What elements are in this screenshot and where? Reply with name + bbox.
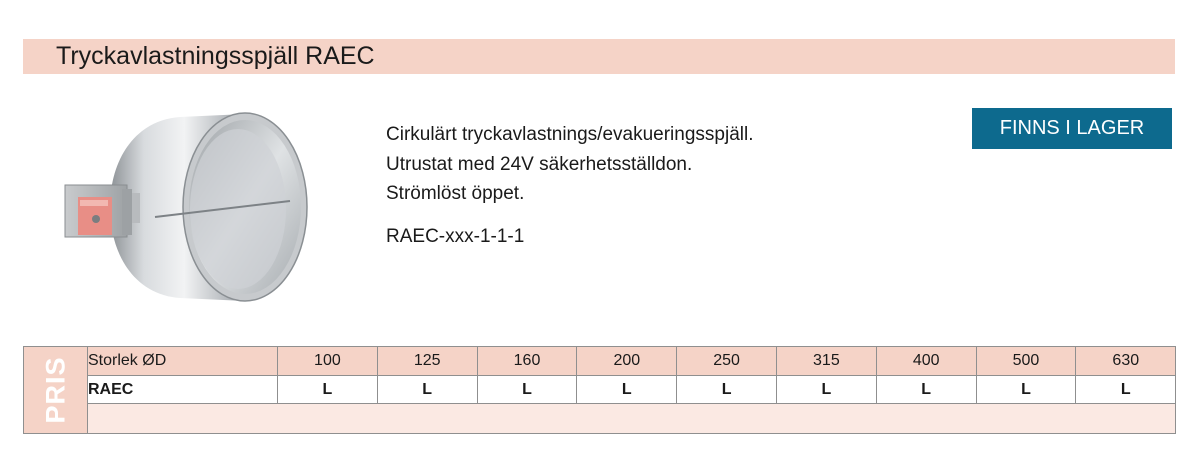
price-side-label: [24, 347, 88, 434]
size-header-cell: 200: [577, 347, 677, 376]
empty-cell: [88, 404, 1176, 434]
circular-damper-image: [60, 105, 330, 310]
size-header-cell: 100: [278, 347, 378, 376]
row-label: RAEC: [88, 376, 278, 404]
product-description: [386, 120, 753, 251]
description-line: Cirkulärt tryckavlastnings/evakueringsspjäll.: [386, 124, 754, 145]
price-cell: L: [776, 376, 876, 404]
price-table: [23, 346, 1176, 434]
size-header-label: Storlek ØD: [88, 347, 278, 376]
size-header-cell: 125: [377, 347, 477, 376]
size-header-cell: 630: [1076, 347, 1176, 376]
description-line: Utrustat med 24V säkerhetsställdon.: [386, 153, 693, 175]
size-header-cell: 315: [776, 347, 876, 376]
description-line: Strömlöst öppet.: [386, 183, 525, 204]
table-header-row: [24, 347, 1176, 376]
price-cell: L: [876, 376, 976, 404]
price-cell: L: [976, 376, 1076, 404]
price-cell: L: [577, 376, 677, 404]
size-header-cell: 160: [477, 347, 577, 376]
price-cell: L: [1076, 376, 1176, 404]
product-code: RAEC-xxx-1-1-1: [386, 225, 525, 247]
table-row: [24, 376, 1176, 404]
price-cell: L: [677, 376, 777, 404]
size-header-cell: 250: [677, 347, 777, 376]
price-cell: L: [477, 376, 577, 404]
side-label-text: PRIS: [40, 356, 70, 424]
price-cell: L: [278, 376, 378, 404]
page-title: Tryckavlastningsspjäll RAEC: [56, 42, 375, 70]
title-bar: [23, 39, 1175, 74]
size-header-cell: 400: [876, 347, 976, 376]
size-header-cell: 500: [976, 347, 1076, 376]
price-cell: L: [377, 376, 477, 404]
table-empty-row: [24, 404, 1176, 434]
in-stock-badge: FINNS I LAGER: [972, 108, 1172, 149]
